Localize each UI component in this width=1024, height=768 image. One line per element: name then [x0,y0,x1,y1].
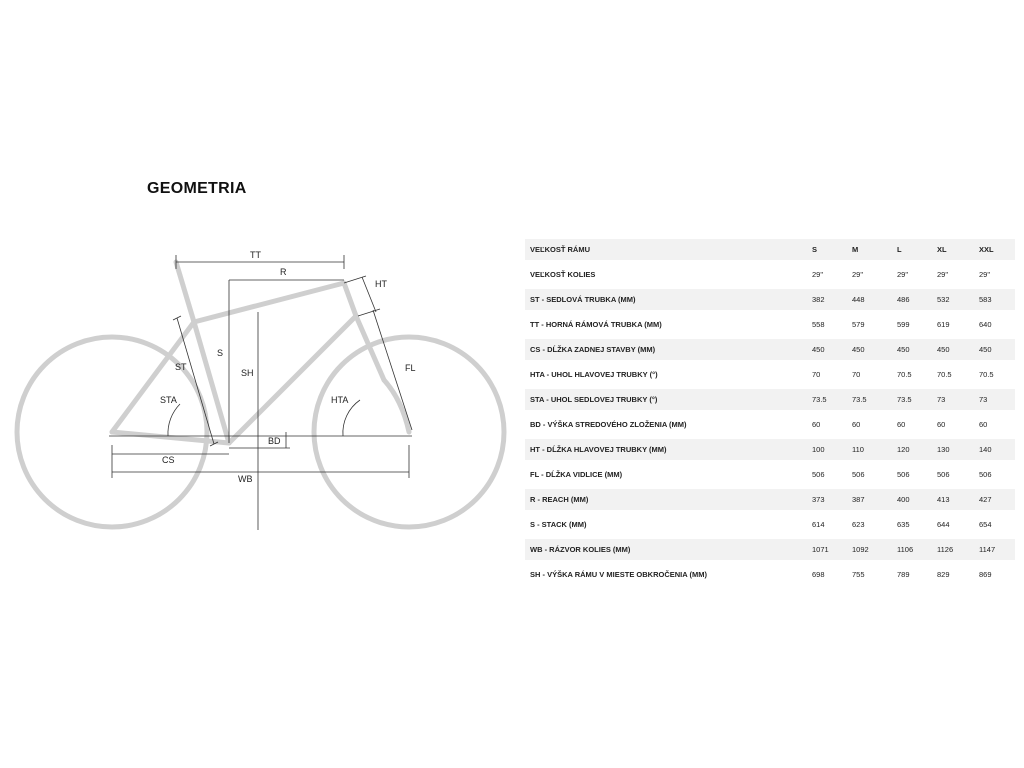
row-value: 70.5 [979,370,994,379]
page-title: GEOMETRIA [147,180,247,197]
table-row [525,389,1015,410]
row-value: 1071 [812,545,829,554]
row-value: 120 [897,445,910,454]
table-row [525,514,1015,535]
row-value: 599 [897,320,910,329]
table-row [525,339,1015,360]
row-value: 450 [897,345,910,354]
table-row [525,314,1015,335]
label-sta: STA [160,395,177,405]
row-value: 70.5 [937,370,952,379]
row-value: 70 [812,370,821,379]
label-fl: FL [405,363,416,373]
row-value: 506 [852,470,865,479]
row-value: 619 [937,320,950,329]
row-label: WB - RÁZVOR KOLIES (MM) [530,545,631,554]
row-value: 29" [937,270,949,279]
row-label: SH - VÝŠKA RÁMU V MIESTE OBKROČENIA (MM) [530,570,707,579]
row-value: 29" [897,270,909,279]
row-value: 110 [852,445,864,454]
row-value: 73.5 [812,395,827,404]
table-row [525,439,1015,460]
row-value: 60 [812,420,821,429]
size-m: M [852,245,859,254]
row-value: 60 [979,420,988,429]
size-xxl: XXL [979,245,994,254]
label-st: ST [175,362,187,372]
label-ht: HT [375,279,387,289]
row-value: 623 [852,520,865,529]
row-label: CS - DĹŽKA ZADNEJ STAVBY (MM) [530,345,656,354]
row-value: 73.5 [897,395,912,404]
row-value: 450 [812,345,825,354]
row-value: 1106 [897,545,914,554]
row-value: 506 [897,470,910,479]
row-value: 373 [812,495,825,504]
row-value: 755 [852,570,865,579]
row-value: 382 [812,295,825,304]
row-label: R - REACH (MM) [530,495,589,504]
row-label: TT - HORNÁ RÁMOVÁ TRUBKA (MM) [530,320,662,329]
row-value: 60 [897,420,906,429]
row-value: 450 [852,345,865,354]
row-value: 73 [979,395,988,404]
row-value: 427 [979,495,992,504]
row-value: 29" [852,270,864,279]
row-value: 635 [897,520,910,529]
row-value: 654 [979,520,992,529]
label-wb: WB [238,474,253,484]
row-value: 829 [937,570,950,579]
row-value: 506 [937,470,950,479]
size-l: L [897,245,902,254]
row-value: 1147 [979,545,996,554]
label-sh: SH [241,368,254,378]
row-value: 1126 [937,545,954,554]
row-value: 558 [812,320,825,329]
label-bd: BD [268,436,281,446]
header-label: VEĽKOSŤ RÁMU [530,245,590,254]
table-row [525,364,1015,385]
row-value: 789 [897,570,910,579]
row-value: 60 [852,420,861,429]
table-row [525,414,1015,435]
table-row [525,464,1015,485]
row-value: 413 [937,495,950,504]
row-value: 448 [852,295,865,304]
row-label: S - STACK (MM) [530,520,587,529]
row-label: ST - SEDLOVÁ TRUBKA (MM) [530,295,636,304]
row-value: 73.5 [852,395,867,404]
row-value: 60 [937,420,946,429]
bike-geometry-diagram [0,0,520,560]
row-value: 140 [979,445,992,454]
row-value: 73 [937,395,946,404]
label-tt: TT [250,250,261,260]
row-label: STA - UHOL SEDLOVEJ TRUBKY (°) [530,395,658,404]
row-label: HTA - UHOL HLAVOVEJ TRUBKY (°) [530,370,658,379]
row-value: 532 [937,295,950,304]
row-value: 640 [979,320,992,329]
row-value: 506 [979,470,992,479]
row-value: 100 [812,445,825,454]
row-label: FL - DĹŽKA VIDLICE (MM) [530,470,623,479]
measurement-lines [109,255,412,530]
row-value: 644 [937,520,950,529]
size-s: S [812,245,818,254]
table-row [525,564,1015,585]
label-s: S [217,348,224,358]
row-value: 583 [979,295,992,304]
geometry-table [525,239,1015,589]
row-value: 29" [812,270,824,279]
table-row [525,539,1015,560]
row-value: 400 [897,495,910,504]
row-value: 579 [852,320,865,329]
row-value: 387 [852,495,865,504]
row-value: 698 [812,570,825,579]
table-row [525,289,1015,310]
table-row [525,264,1015,285]
row-value: 130 [937,445,950,454]
label-cs: CS [162,455,175,465]
row-value: 70.5 [897,370,912,379]
row-value: 29" [979,270,991,279]
row-value: 450 [979,345,992,354]
row-value: 1092 [852,545,869,554]
row-label: BD - VÝŠKA STREDOVÉHO ZLOŽENIA (MM) [530,420,687,429]
row-label: HT - DĹŽKA HLAVOVEJ TRUBKY (MM) [530,445,667,454]
row-value: 450 [937,345,950,354]
table-header-row [525,239,1015,260]
row-value: 869 [979,570,992,579]
row-value: 70 [852,370,861,379]
table-row [525,489,1015,510]
size-xl: XL [937,245,947,254]
bike-frame [112,262,409,443]
label-hta: HTA [331,395,349,405]
row-value: 614 [812,520,825,529]
label-r: R [280,267,287,277]
row-value: 506 [812,470,825,479]
row-label: VEĽKOSŤ KOLIES [530,270,596,279]
row-value: 486 [897,295,910,304]
